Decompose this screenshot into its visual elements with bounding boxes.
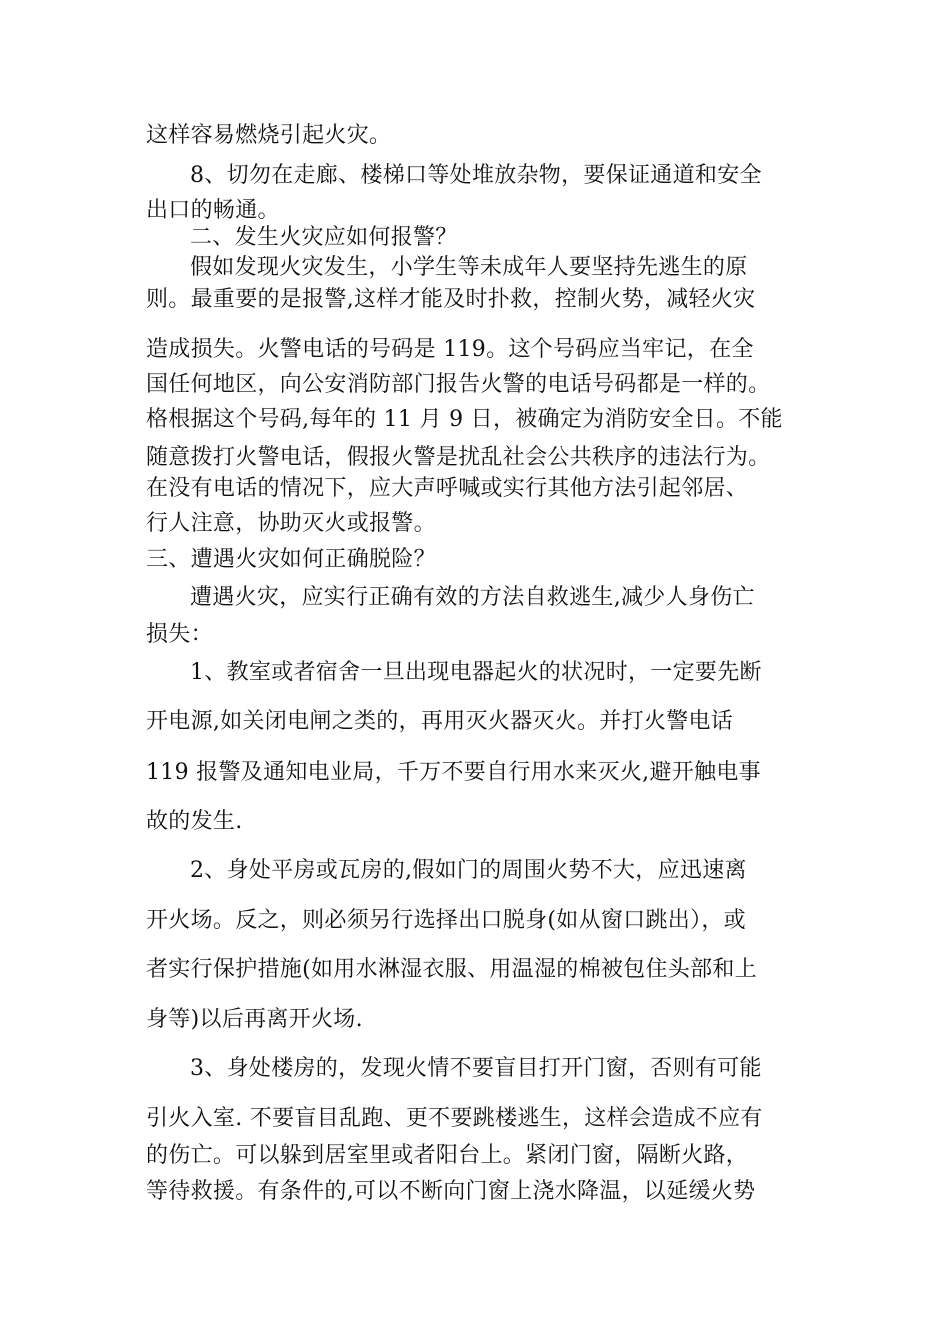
text-line: 119 报警及通知电业局，千万不要自行用水来灭火,避开触电事 xyxy=(146,760,761,785)
text-line: 2、身处平房或瓦房的,假如门的周围火势不大，应迅速离 xyxy=(190,858,747,883)
text-line: 在没有电话的情况下，应大声呼喊或实行其他方法引起邻居、 xyxy=(146,476,749,501)
text-line: 这样容易燃烧引起火灾。 xyxy=(146,123,392,148)
text-line: 遭遇火灾，应实行正确有效的方法自救逃生,减少人身伤亡 xyxy=(190,585,755,610)
text-line: 等待救援。有条件的,可以不断向门窗上浇水降温，以延缓火势 xyxy=(146,1179,756,1204)
text-line: 的伤亡。可以躲到居室里或者阳台上。紧闭门窗，隔断火路， xyxy=(146,1143,749,1168)
section-heading: 二、发生火灾应如何报警？ xyxy=(190,225,458,250)
text-line: 出口的畅通。 xyxy=(146,198,280,223)
text-line: 开火场。反之，则必须另行选择出口脱身(如从窗口跳出），或 xyxy=(146,908,746,933)
text-line: 造成损失。火警电话的号码是 119。这个号码应当牢记，在全 xyxy=(146,337,754,362)
text-line: 格根据这个号码,每年的 11 月 9 日，被确定为消防安全日。不能 xyxy=(146,407,783,432)
text-line: 1、教室或者宿舍一旦出现电器起火的状况时，一定要先断 xyxy=(190,660,762,685)
text-line: 者实行保护措施(如用水淋湿衣服、用温湿的棉被包住头部和上 xyxy=(146,957,757,982)
text-line: 开电源,如关闭电闸之类的，再用灭火器灭火。并打火警电话 xyxy=(146,709,734,734)
text-line: 随意拨打火警电话，假报火警是扰乱社会公共秩序的违法行为。 xyxy=(146,445,771,470)
section-heading: 三、遭遇火灾如何正确脱险？ xyxy=(146,547,436,572)
text-line: 故的发生. xyxy=(146,809,243,834)
text-line: 假如发现火灾发生，小学生等未成年人要坚持先逃生的原 xyxy=(190,255,748,280)
text-line: 引火入室. 不要盲目乱跑、更不要跳楼逃生，这样会造成不应有 xyxy=(146,1106,763,1131)
text-line: 身等)以后再离开火场. xyxy=(146,1007,363,1032)
text-line: 国任何地区，向公安消防部门报告火警的电话号码都是一样的。 xyxy=(146,372,771,397)
text-line: 3、身处楼房的，发现火情不要盲目打开门窗，否则有可能 xyxy=(190,1056,762,1081)
text-line: 行人注意，协助灭火或报警。 xyxy=(146,511,436,536)
text-line: 损失： xyxy=(146,622,213,647)
text-line: 则。最重要的是报警,这样才能及时扑救，控制火势，减轻火灾 xyxy=(146,287,756,312)
text-line: 8、切勿在走廊、楼梯口等处堆放杂物，要保证通道和安全 xyxy=(190,163,762,188)
